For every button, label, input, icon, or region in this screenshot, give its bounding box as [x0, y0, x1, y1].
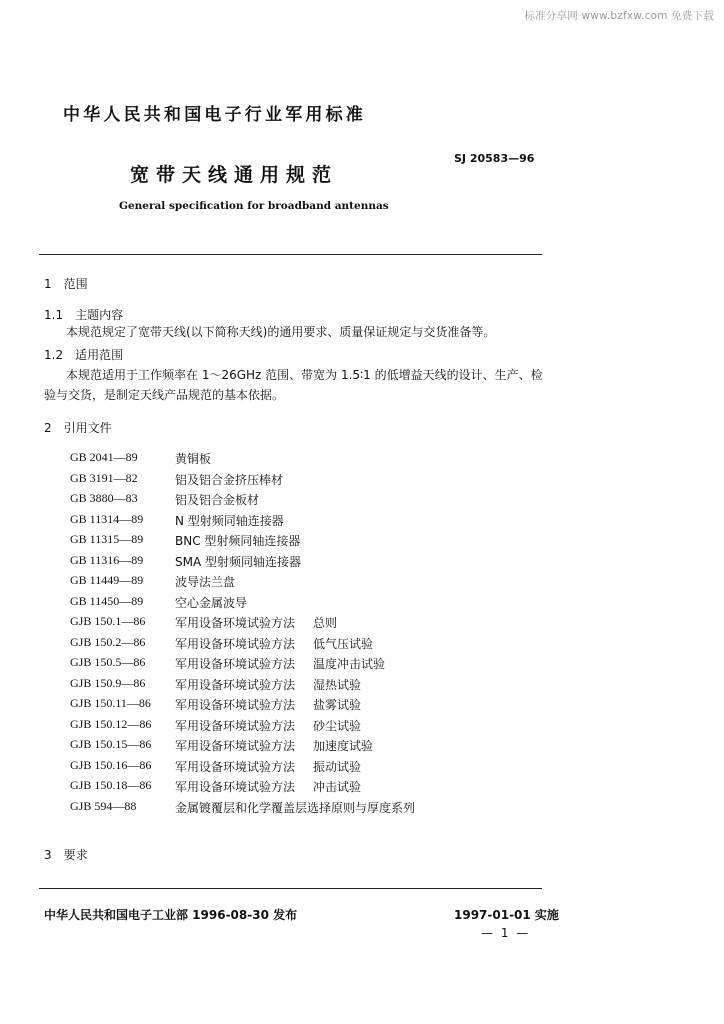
- reference-code: GJB 150.12—86: [70, 717, 152, 731]
- reference-title: 军用设备环境试验方法: [175, 657, 296, 671]
- reference-code: GJB 150.1—86: [70, 614, 146, 628]
- reference-title: 军用设备环境试验方法: [175, 760, 296, 774]
- reference-title: 军用设备环境试验方法: [175, 719, 296, 733]
- reference-title: BNC 型射频同轴连接器: [175, 534, 301, 548]
- reference-title: 铝及铝合金挤压棒材: [175, 473, 284, 487]
- section-1-2-heading: 1.2 适用范围: [44, 348, 124, 362]
- reference-code: GB 11315—89: [70, 532, 144, 546]
- reference-code: GB 2041—89: [70, 450, 138, 464]
- section-2-heading: 2 引用文件: [44, 421, 112, 435]
- reference-subtitle: 振动试验: [313, 760, 362, 774]
- section-1-1-text: 本规范规定了宽带天线(以下简称天线)的通用要求、质量保证规定与交货准备等。: [66, 325, 496, 339]
- section-1-2-text-line2: 验与交货，是制定天线产品规范的基本依据。: [44, 388, 285, 402]
- section-1-heading: 1 范围: [44, 277, 88, 291]
- reference-title: 铝及铝合金板材: [175, 493, 260, 507]
- reference-title: 金属镀覆层和化学覆盖层选择原则与厚度系列: [175, 801, 416, 815]
- reference-title: 军用设备环境试验方法: [175, 637, 296, 651]
- reference-subtitle: 湿热试验: [313, 678, 362, 692]
- reference-code: GB 11449—89: [70, 573, 144, 587]
- standard-code: SJ 20583—96: [454, 152, 535, 165]
- reference-title: 军用设备环境试验方法: [175, 678, 296, 692]
- reference-title: SMA 型射频同轴连接器: [175, 555, 301, 569]
- reference-code: GJB 150.16—86: [70, 758, 152, 772]
- reference-subtitle: 低气压试验: [313, 637, 374, 651]
- reference-code: GJB 150.2—86: [70, 635, 146, 649]
- reference-code: GJB 150.15—86: [70, 737, 152, 751]
- reference-subtitle: 砂尘试验: [313, 719, 362, 733]
- reference-code: GB 11316—89: [70, 553, 144, 567]
- reference-code: GB 3191—82: [70, 471, 138, 485]
- english-title: General specification for broadband antennas: [119, 200, 389, 212]
- reference-subtitle: 温度冲击试验: [313, 657, 386, 671]
- reference-code: GJB 150.5—86: [70, 655, 146, 669]
- reference-subtitle: 总则: [313, 616, 338, 630]
- reference-code: GJB 150.11—86: [70, 696, 151, 710]
- reference-title: 军用设备环境试验方法: [175, 698, 296, 712]
- reference-code: GJB 594—88: [70, 799, 137, 813]
- reference-title: N 型射频同轴连接器: [175, 514, 284, 528]
- effective-date: 1997-01-01 实施: [454, 908, 559, 922]
- section-1-2-text-line1: 本规范适用于工作频率在 1～26GHz 范围、带宽为 1.5∶1 的低增益天线的设计、生产、检: [66, 368, 543, 382]
- reference-code: GJB 150.18—86: [70, 778, 152, 792]
- reference-title: 空心金属波导: [175, 596, 248, 610]
- header-divider: [39, 254, 542, 255]
- reference-subtitle: 加速度试验: [313, 739, 374, 753]
- page-number: — 1 —: [481, 926, 531, 940]
- reference-title: 军用设备环境试验方法: [175, 739, 296, 753]
- standard-class-heading: 中华人民共和国电子行业军用标准: [63, 105, 366, 125]
- reference-code: GB 11450—89: [70, 594, 144, 608]
- reference-subtitle: 盐雾试验: [313, 698, 362, 712]
- reference-subtitle: 冲击试验: [313, 780, 362, 794]
- reference-code: GB 3880—83: [70, 491, 138, 505]
- reference-code: GB 11314—89: [70, 512, 144, 526]
- watermark-text: 标准分享网 www.bzfxw.com 免费下载: [524, 10, 714, 22]
- document-title: 宽带天线通用规范: [130, 164, 339, 186]
- footer-divider: [39, 888, 542, 889]
- reference-title: 军用设备环境试验方法: [175, 780, 296, 794]
- reference-title: 黄铜板: [175, 452, 212, 466]
- reference-title: 波导法兰盘: [175, 575, 236, 589]
- section-1-1-heading: 1.1 主题内容: [44, 308, 124, 322]
- reference-title: 军用设备环境试验方法: [175, 616, 296, 630]
- reference-code: GJB 150.9—86: [70, 676, 146, 690]
- section-3-heading: 3 要求: [44, 848, 88, 862]
- issuer-line: 中华人民共和国电子工业部 1996-08-30 发布: [44, 908, 298, 922]
